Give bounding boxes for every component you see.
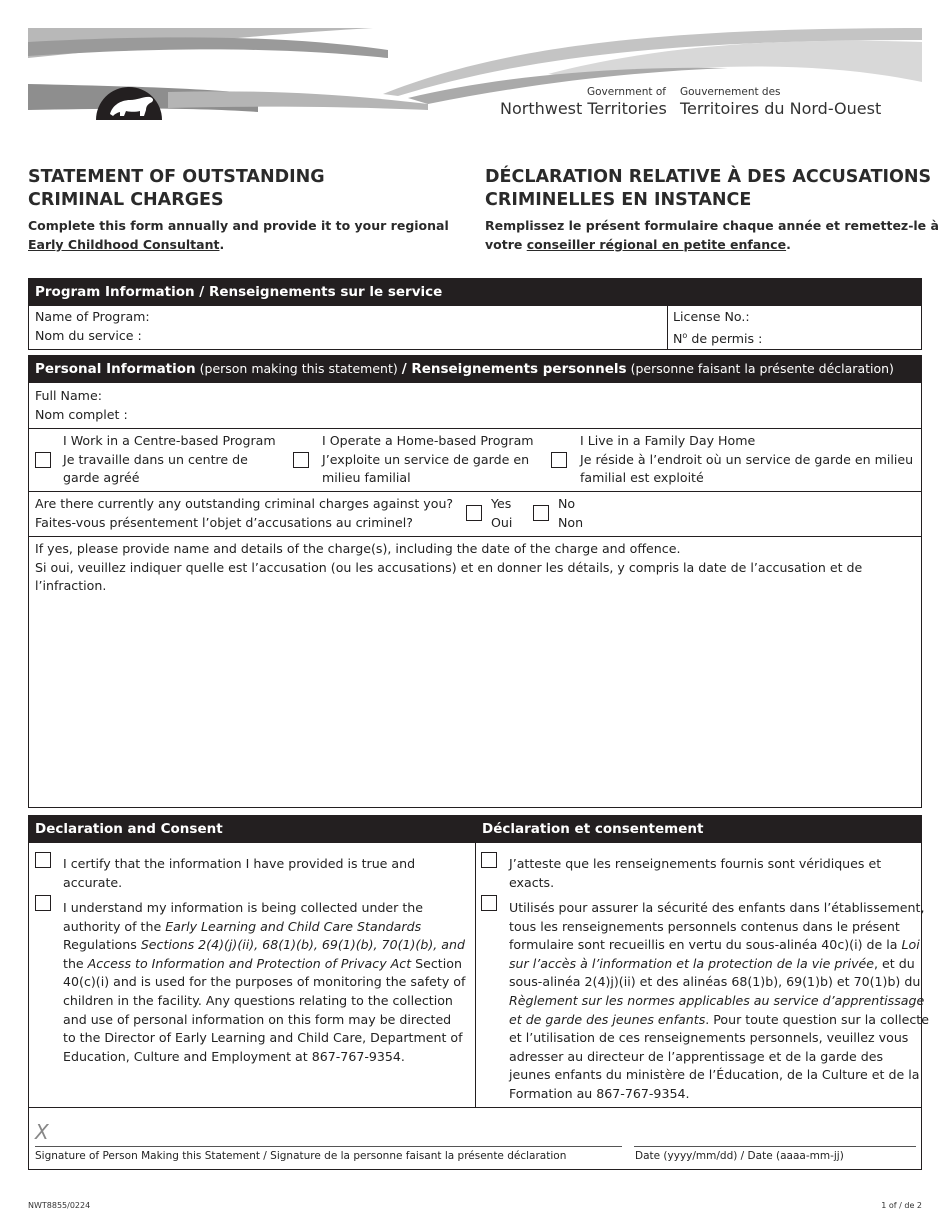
question-fr: Faites-vous présentement l’objet d’accusations au criminel? — [35, 514, 413, 530]
title-fr-line1: DÉCLARATION RELATIVE À DES ACCUSATIONS — [485, 167, 932, 187]
charges-question — [35, 495, 453, 532]
consent-fr-italic: et de garde des jeunes enfants — [509, 1011, 706, 1027]
option-centre-based — [63, 432, 276, 488]
program-name-field[interactable] — [35, 308, 150, 345]
consent-en-text: Regulations — [63, 937, 137, 953]
no-label — [558, 495, 583, 532]
license-fr-n: N — [673, 330, 683, 346]
divider — [28, 1107, 922, 1108]
consent-en-line — [63, 1029, 465, 1048]
consent-fr-line — [509, 992, 929, 1011]
consent-fr-text: formulaire sont recueillis en vertu du sous-alinéa 40c)(i) de la — [509, 937, 902, 953]
divider — [28, 491, 922, 492]
no-en: No — [558, 496, 576, 511]
family-day-home-checkbox[interactable] — [551, 452, 567, 468]
consultant-link-fr: conseiller régional en petite enfance — [526, 237, 787, 252]
certify-text-en — [63, 855, 415, 892]
consent-fr-italic: Loi — [901, 937, 920, 953]
program-name-label-en: Name of Program: — [35, 309, 150, 324]
consent-en-italic: Sections 2(4)(j)(ii), 68(1)(b), 69(1)(b), 70(1)(b), and — [136, 937, 465, 953]
consent-en-line — [63, 1011, 465, 1030]
declaration-header-en — [28, 815, 476, 843]
title-en-line1: STATEMENT OF OUTSTANDING — [28, 167, 325, 187]
consent-en-text: the — [63, 955, 88, 971]
consent-fr-line — [509, 918, 929, 937]
consent-en-line — [63, 992, 465, 1011]
personal-header-fr-note: (personne faisant la présente déclaration) — [626, 361, 894, 376]
consent-fr-italic: Règlement sur les normes applicables au service d’apprentissage — [509, 992, 925, 1008]
declaration-header-fr-text: Déclaration et consentement — [482, 821, 704, 837]
consent-fr-text: Formation au 867-767-9354. — [509, 1085, 690, 1101]
option-en: I Operate a Home-based Program — [322, 433, 534, 448]
program-name-label-fr: Nom du service : — [35, 327, 142, 343]
consent-en-text: Section — [411, 955, 462, 971]
period: . — [786, 237, 791, 252]
consent-fr-text: , et du — [874, 955, 915, 971]
full-name-label-en: Full Name: — [35, 388, 102, 403]
full-name-field[interactable] — [35, 387, 128, 424]
option-fr: garde agréé — [63, 470, 140, 485]
consent-fr-line — [509, 1048, 929, 1067]
license-fr-sup: o — [682, 330, 688, 340]
divider — [667, 305, 668, 350]
divider — [28, 536, 922, 537]
consent-checkbox-en[interactable] — [35, 895, 51, 911]
consultant-link-en: Early Childhood Consultant — [28, 237, 220, 252]
charge-details-field[interactable] — [35, 540, 915, 596]
yes-fr: Oui — [491, 514, 513, 530]
full-name-label-fr: Nom complet : — [35, 406, 128, 422]
certify-checkbox-fr[interactable] — [481, 852, 497, 868]
consent-fr-text: jeunes enfants du ministère de l’Éducation, de la Culture et de la — [509, 1067, 920, 1083]
consent-en-text: to the Director of Early Learning and Child Care, Department of — [63, 1030, 463, 1046]
certify-checkbox-en[interactable] — [35, 852, 51, 868]
option-fr: Je travaille dans un centre de — [63, 451, 248, 467]
declaration-header-fr — [475, 815, 922, 843]
option-fr: familial est exploité — [580, 470, 704, 485]
certify-en-line: accurate. — [63, 874, 123, 890]
certify-fr-line: J’atteste que les renseignements fournis sont véridiques et — [509, 856, 882, 871]
date-label: Date (yyyy/mm/dd) / Date (aaaa-mm-jj) — [635, 1150, 844, 1162]
consent-en-text: I understand my information is being collected under the — [63, 900, 424, 915]
option-fr: Je réside à l’endroit où un service de garde en milieu — [580, 451, 914, 467]
option-home-based — [322, 432, 534, 488]
license-fr-post: de permis : — [687, 330, 763, 346]
consent-en-italic: Access to Information and Protection of Privacy Act — [87, 955, 412, 971]
program-info-header — [28, 278, 922, 306]
consent-fr-line — [509, 973, 929, 992]
gov-en-small: Government of — [587, 86, 666, 98]
divider — [28, 428, 922, 429]
consent-en-text: authority of the — [63, 918, 166, 934]
yes-checkbox[interactable] — [466, 505, 482, 521]
page-title-en — [28, 166, 325, 212]
declaration-header-en-text: Declaration and Consent — [35, 821, 223, 837]
details-en: If yes, please provide name and details of the charge(s), including the date of the charge and offence. — [35, 541, 681, 556]
option-en: I Work in a Centre-based Program — [63, 433, 276, 448]
consent-fr-line — [509, 1085, 929, 1104]
license-label-fr — [673, 327, 762, 349]
option-fr: milieu familial — [322, 470, 411, 485]
instructions-fr-pre: votre — [485, 237, 527, 252]
details-fr: l’infraction. — [35, 578, 107, 593]
program-info-box — [28, 305, 922, 350]
signature-line[interactable] — [35, 1146, 622, 1147]
consent-en-line — [63, 936, 465, 955]
no-checkbox[interactable] — [533, 505, 549, 521]
personal-header-en: Personal Information — [35, 361, 196, 377]
consent-en-text: Education, Culture and Employment at 867-767-9354. — [63, 1048, 405, 1064]
consent-fr-line — [509, 936, 929, 955]
consent-en-line — [63, 955, 465, 974]
gov-name-en — [500, 86, 667, 119]
consent-fr-text: sous-alinéa 2(4)j)(ii) et des alinéas 68(1)b), 69(1)b) et 70(1)b) du — [509, 974, 921, 990]
gov-name-fr — [680, 86, 881, 119]
consent-text-fr — [509, 899, 929, 1104]
polar-bear-icon — [96, 66, 162, 120]
consent-fr-italic: sur l’accès à l’information et la protection de la vie privée — [509, 955, 875, 971]
consent-fr-text: Utilisés pour assurer la sécurité des enfants dans l’établissement, — [509, 900, 925, 915]
page-title-fr — [485, 166, 931, 212]
personal-header-fr: / Renseignements personnels — [401, 361, 627, 377]
consent-en-line — [63, 899, 465, 918]
details-fr: Si oui, veuillez indiquer quelle est l’accusation (ou les accusations) et en donner les détails, y compris la date de l’accusation et de — [35, 559, 863, 575]
consent-en-italic: Early Learning and Child Care Standards — [165, 918, 422, 934]
form-code: NWT8855/0224 — [28, 1201, 91, 1210]
consent-en-text: and use of personal information on this form may be directed — [63, 1011, 452, 1027]
divider — [475, 842, 476, 1108]
consent-en-text: children in the facility. Any questions relating to the collection — [63, 992, 453, 1008]
consent-fr-text: . Pour toute question sur la collecte — [705, 1011, 929, 1027]
date-line[interactable] — [634, 1146, 916, 1147]
license-label-en: License No.: — [673, 309, 750, 324]
title-en-line2: CRIMINAL CHARGES — [28, 190, 224, 210]
consent-en-line — [63, 1048, 465, 1067]
gov-en-big: Northwest Territories — [500, 99, 667, 118]
consent-checkbox-fr[interactable] — [481, 895, 497, 911]
consent-fr-text: tous les renseignements personnels contenus dans le présent — [509, 918, 900, 934]
option-en: I Live in a Family Day Home — [580, 433, 756, 448]
program-header-text: Program Information / Renseignements sur le service — [35, 284, 443, 300]
gov-fr-small: Gouvernement des — [680, 86, 781, 98]
signature-mark: X — [35, 1120, 49, 1144]
personal-info-header — [28, 355, 922, 383]
yes-label — [491, 495, 512, 532]
title-fr-line2: CRIMINELLES EN INSTANCE — [485, 190, 752, 210]
instructions-fr — [485, 216, 939, 254]
personal-header-en-note: (person making this statement) — [195, 361, 402, 376]
period: . — [219, 237, 225, 252]
page-number: 1 of / de 2 — [881, 1201, 922, 1210]
certify-en-line: I certify that the information I have provided is true and — [63, 856, 416, 871]
consent-text-en — [63, 899, 465, 1066]
consent-fr-line — [509, 1011, 929, 1030]
consent-en-line — [63, 973, 465, 992]
consent-fr-line — [509, 1029, 929, 1048]
consent-en-text: 40(c)(i) and is used for the purposes of monitoring the safety of — [63, 974, 466, 990]
option-fr: J’exploite un service de garde en — [322, 451, 530, 467]
signature-label: Signature of Person Making this Statement / Signature de la personne faisant la présente déclaration — [35, 1150, 567, 1162]
certify-text-fr — [509, 855, 881, 892]
no-fr: Non — [558, 514, 584, 530]
question-en: Are there currently any outstanding criminal charges against you? — [35, 496, 454, 511]
option-family-day-home — [580, 432, 913, 488]
consent-fr-text: et l’utilisation de ces renseignements personnels, veuillez vous — [509, 1030, 909, 1046]
consent-fr-line — [509, 1066, 929, 1085]
consent-en-line — [63, 918, 465, 937]
gov-fr-big: Territoires du Nord-Ouest — [680, 99, 882, 118]
instructions-fr-line1: Remplissez le présent formulaire chaque année et remettez-le à — [485, 218, 939, 233]
centre-based-checkbox[interactable] — [35, 452, 51, 468]
yes-en: Yes — [491, 496, 512, 511]
license-number-field[interactable] — [673, 308, 762, 348]
certify-fr-line: exacts. — [509, 874, 555, 890]
consent-fr-line — [509, 899, 929, 918]
consent-fr-text: adresser au directeur de l’apprentissage et de la garde des — [509, 1048, 884, 1064]
home-based-checkbox[interactable] — [293, 452, 309, 468]
instructions-en — [28, 216, 449, 254]
instructions-en-line1: Complete this form annually and provide it to your regional — [28, 218, 449, 233]
consent-fr-line — [509, 955, 929, 974]
